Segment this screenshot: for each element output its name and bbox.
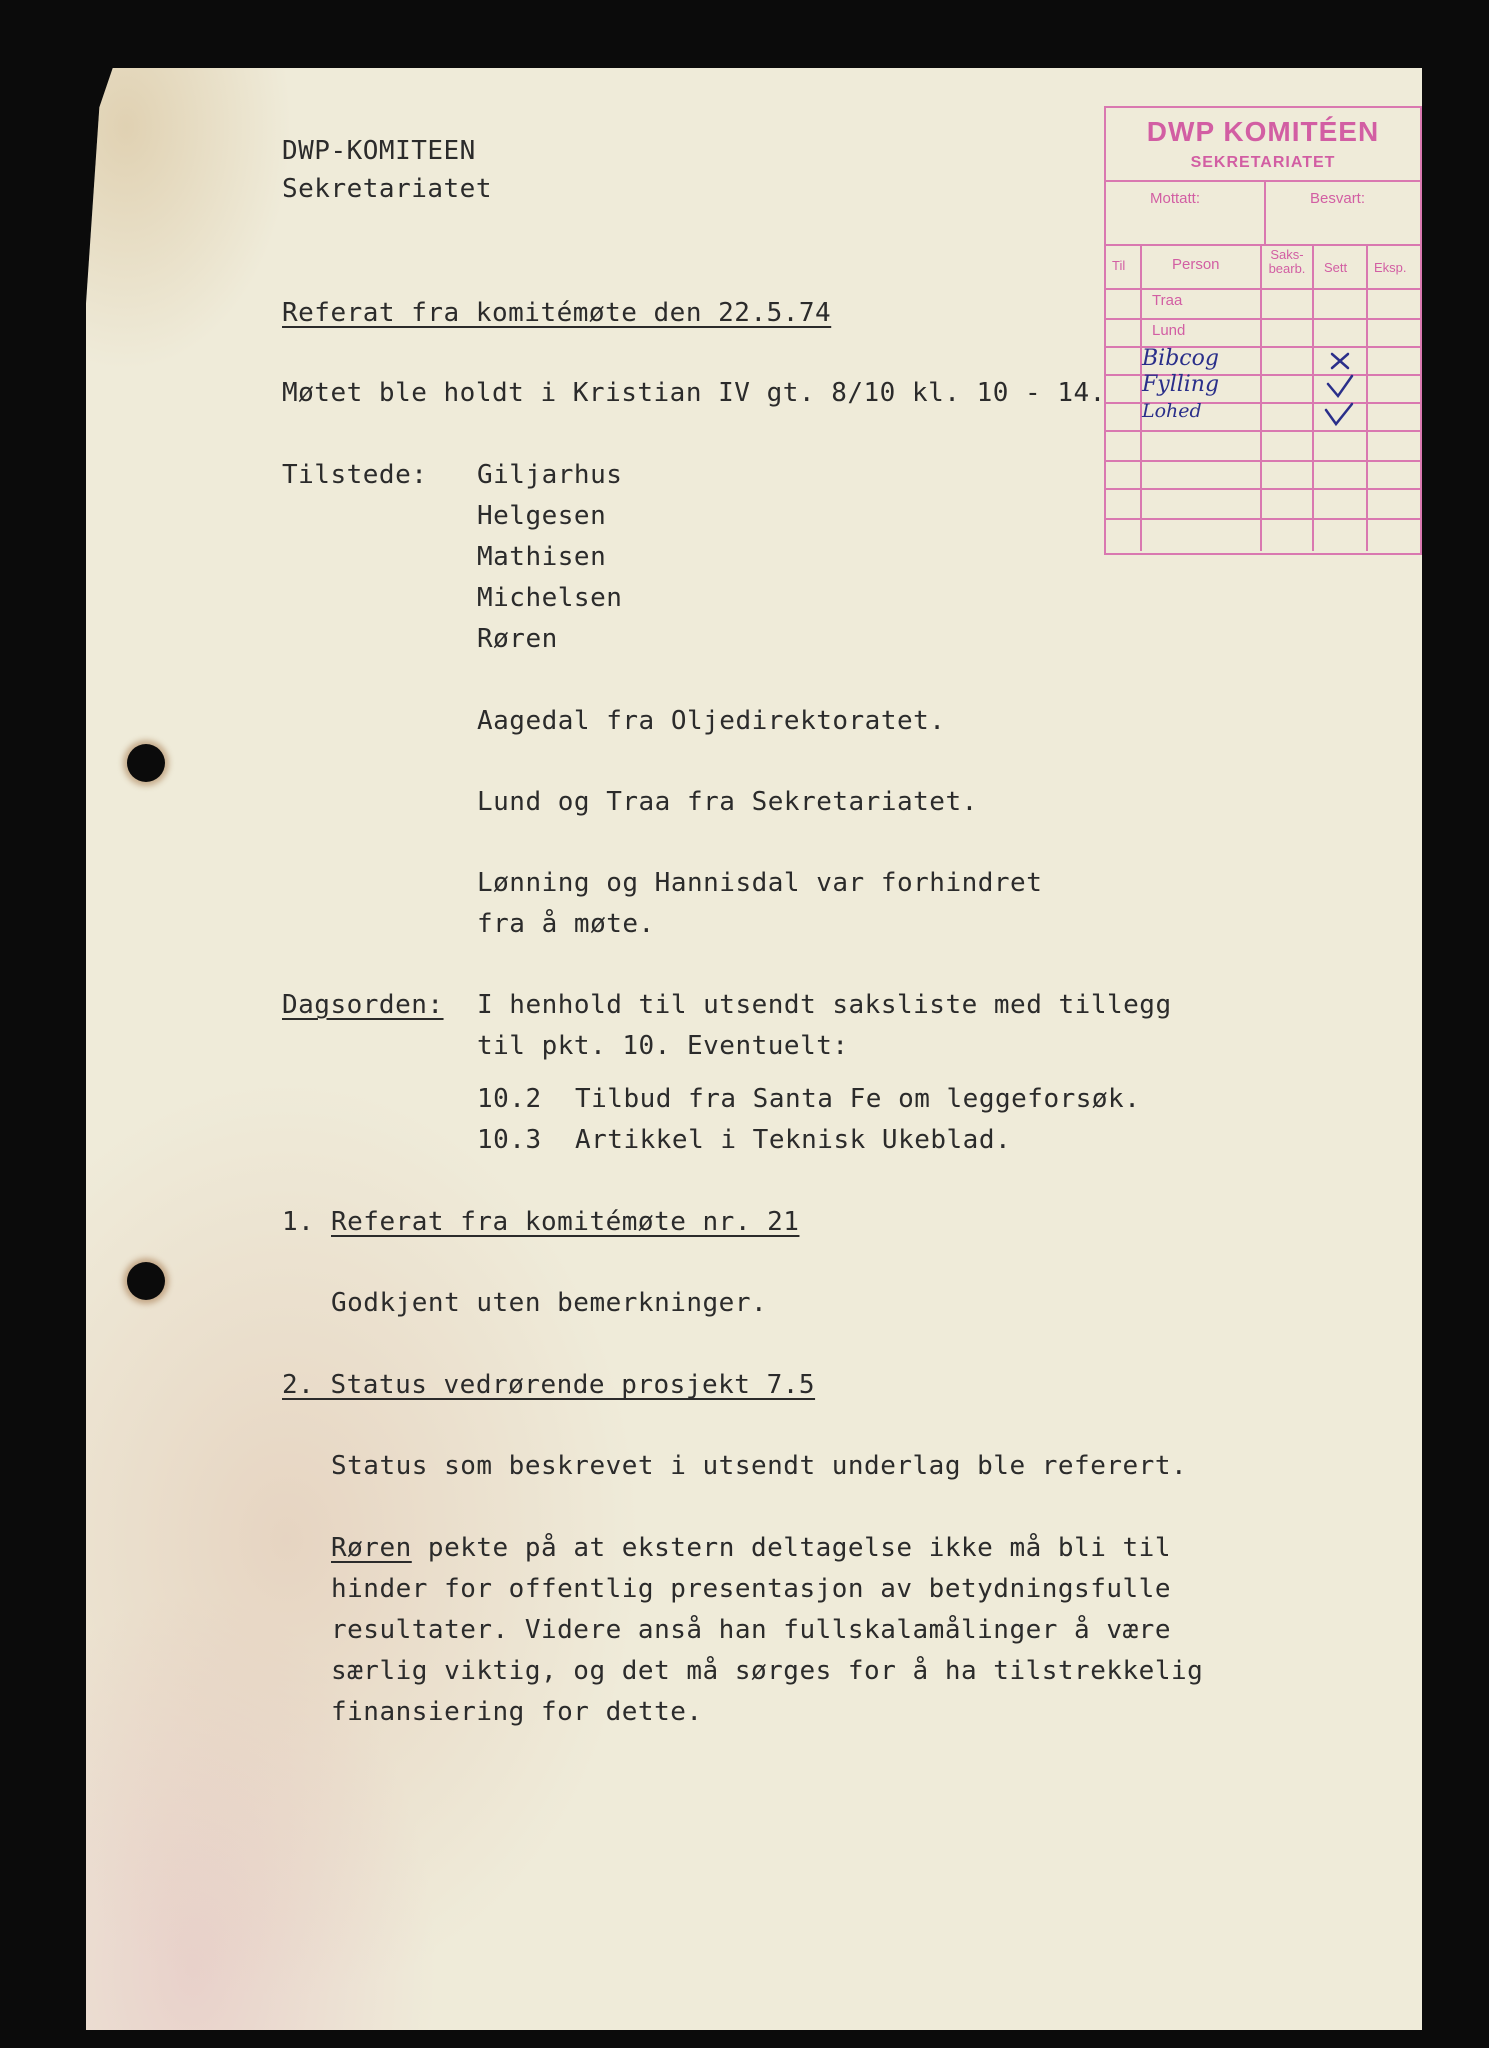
handwritten-checkmarks <box>1318 346 1368 436</box>
section-2-line: hinder for offentlig presentasjon av betydningsfulle <box>331 1574 1171 1604</box>
meeting-location: Møtet ble holdt i Kristian IV gt. 8/10 kl. 10 - 14. <box>282 378 1106 408</box>
stamp-rule <box>1106 430 1420 432</box>
underlined-name: Røren <box>331 1533 412 1563</box>
section-2-line: resultater. Videre anså han fullskalamålinger å være <box>331 1615 1171 1645</box>
document-title: Referat fra komitémøte den 22.5.74 <box>282 298 832 328</box>
stamp-col-person: Person <box>1172 256 1220 273</box>
stamp-rule <box>1106 460 1420 462</box>
org-unit: Sekretariatet <box>282 174 492 204</box>
agenda-item-text: Tilbud fra Santa Fe om leggeforsøk. <box>575 1084 1141 1114</box>
handwritten-name: Bibcog <box>1142 346 1219 371</box>
stamp-rule <box>1140 244 1142 551</box>
section-1-body: Godkjent uten bemerkninger. <box>331 1288 768 1318</box>
line-rest: pekte på at ekstern deltagelse ikke må bli til <box>411 1533 1171 1563</box>
handwritten-name: Lohed <box>1142 400 1202 422</box>
secretariat-line: Lund og Traa fra Sekretariatet. <box>477 787 978 817</box>
agenda-item-number: 10.2 <box>477 1084 542 1114</box>
stamp-col-eksp: Eksp. <box>1374 260 1407 275</box>
section-2-heading: 2. Status vedrørende prosjekt 7.5 <box>282 1370 816 1400</box>
agenda-label: Dagsorden: <box>282 990 444 1020</box>
punch-hole-lower <box>127 1262 165 1300</box>
stamp-rule <box>1106 318 1420 320</box>
section-2-line <box>331 1533 1171 1563</box>
stamp-rule <box>1106 288 1420 290</box>
stamp-answered-label: Besvart: <box>1310 190 1366 207</box>
stamp-rule <box>1260 244 1262 551</box>
agenda-text: til pkt. 10. Eventuelt: <box>477 1031 849 1061</box>
absent-line: Lønning og Hannisdal var forhindret <box>477 868 1043 898</box>
stamp-rule <box>1106 180 1420 182</box>
attendance-label: Tilstede: <box>282 460 428 490</box>
stamp-row-person: Traa <box>1152 292 1183 309</box>
stamp-rule <box>1312 244 1314 551</box>
stamp-rule <box>1264 180 1266 244</box>
stamp-col-til: Til <box>1112 258 1126 273</box>
section-2-paragraph: Status som beskrevet i utsendt underlag ble referert. <box>331 1451 1188 1481</box>
agenda-item-text: Artikkel i Teknisk Ukeblad. <box>575 1125 1012 1155</box>
stamp-subtitle: SEKRETARIATET <box>1190 154 1336 171</box>
agenda-text: I henhold til utsendt saksliste med tillegg <box>477 990 1172 1020</box>
stamp-rule <box>1106 488 1420 490</box>
handwritten-name: Fylling <box>1142 372 1220 397</box>
member-name: Helgesen <box>477 501 607 531</box>
received-stamp <box>1104 106 1422 555</box>
stamp-rule <box>1106 518 1420 520</box>
punch-hole-upper <box>127 744 165 782</box>
absent-line: fra å møte. <box>477 909 655 939</box>
org-name: DWP-KOMITEEN <box>282 136 476 166</box>
stamp-rule <box>1106 244 1420 246</box>
member-name: Røren <box>477 624 558 654</box>
section-1-number: 1. <box>282 1207 315 1237</box>
stamp-row-person: Lund <box>1152 322 1186 339</box>
section-2-line: finansiering for dette. <box>331 1697 703 1727</box>
member-name: Mathisen <box>477 542 607 572</box>
stamp-col-sett: Sett <box>1324 260 1348 275</box>
member-name: Giljarhus <box>477 460 623 490</box>
member-name: Michelsen <box>477 583 623 613</box>
stamp-title: DWP KOMITÉEN <box>1146 116 1380 147</box>
section-1-title: Referat fra komitémøte nr. 21 <box>331 1207 800 1237</box>
section-2-line: særlig viktig, og det må sørges for å ha tilstrekkelig <box>331 1656 1204 1686</box>
guest-line: Aagedal fra Oljedirektoratet. <box>477 706 946 736</box>
stamp-received-label: Mottatt: <box>1150 190 1201 207</box>
agenda-item-number: 10.3 <box>477 1125 542 1155</box>
stamp-col-saks: Saks- bearb. <box>1268 247 1306 276</box>
